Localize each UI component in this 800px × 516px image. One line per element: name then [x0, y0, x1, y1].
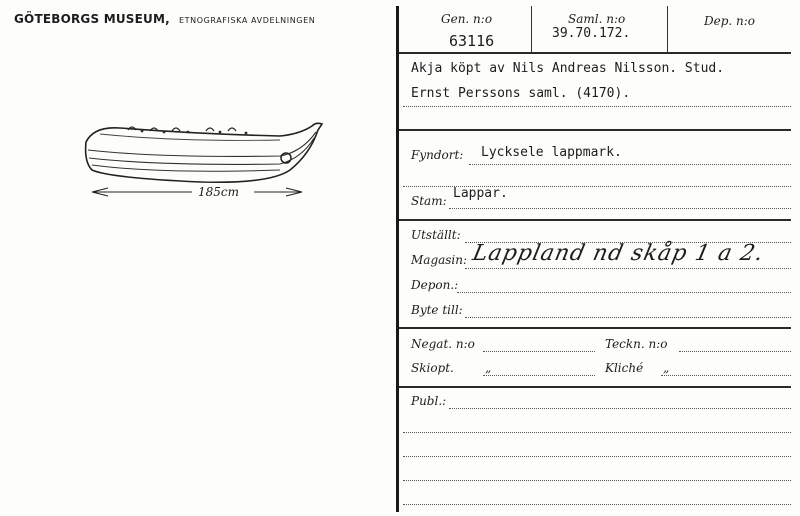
dep-no-cell — [668, 6, 791, 54]
dotted-rule — [465, 268, 791, 269]
fyndort-label: Fyndort: — [411, 148, 464, 162]
saml-no-cell — [532, 6, 668, 54]
dotted-rule — [457, 292, 791, 293]
dotted-rule — [403, 432, 791, 433]
teckn-label: Teckn. n:o — [605, 337, 668, 351]
dotted-rule — [465, 317, 791, 318]
dotted-rule — [449, 208, 791, 209]
utstallt-label: Utställt: — [411, 228, 461, 242]
dotted-rule — [403, 480, 791, 481]
magasin-label: Magasin: — [411, 253, 468, 267]
saml-no-label: Saml. n:o — [568, 12, 626, 26]
dotted-rule — [679, 351, 791, 352]
skiopt-ditto: „ — [485, 361, 492, 375]
gen-no-cell — [399, 6, 532, 54]
negat-label: Negat. n:o — [411, 337, 475, 351]
fyndort-value: Lycksele lappmark. — [481, 145, 622, 160]
department-name: ETNOGRAFISKA AVDELNINGEN — [178, 16, 316, 25]
dotted-rule — [469, 164, 791, 165]
museum-header — [14, 8, 315, 27]
saml-no-value: 39.70.172. — [552, 26, 631, 41]
dotted-rule — [449, 408, 791, 409]
description-line-2: Ernst Perssons saml. (4170). — [411, 86, 631, 101]
section-divider — [399, 219, 791, 221]
kliche-label: Kliché — [605, 361, 644, 375]
depon-label: Depon.: — [411, 278, 459, 292]
dotted-rule — [403, 504, 791, 505]
dep-no-label: Dep. n:o — [704, 14, 756, 28]
description-line-1: Akja köpt av Nils Andreas Nilsson. Stud. — [411, 61, 725, 76]
gen-no-value: 63116 — [449, 32, 495, 50]
dotted-rule — [403, 106, 791, 107]
kliche-ditto: „ — [663, 361, 670, 375]
gen-no-label: Gen. n:o — [441, 12, 493, 26]
museum-name: GÖTEBORGS MUSEUM, — [14, 12, 170, 26]
dotted-rule — [403, 456, 791, 457]
skiopt-label: Skiopt. — [411, 361, 454, 375]
catalog-card — [396, 6, 791, 512]
stam-label: Stam: — [411, 194, 447, 208]
section-divider — [399, 386, 791, 388]
dimension-label: 185cm — [198, 185, 240, 199]
section-divider — [399, 129, 791, 131]
dotted-rule — [483, 351, 595, 352]
magasin-handwritten-value: Lappland nd skåp 1 a 2. — [470, 241, 767, 266]
dotted-rule — [483, 375, 595, 376]
byte-label: Byte till: — [411, 303, 463, 317]
stam-value: Lappar. — [453, 186, 508, 201]
section-divider — [399, 327, 791, 329]
publ-label: Publ.: — [411, 394, 447, 408]
dotted-rule — [661, 375, 791, 376]
